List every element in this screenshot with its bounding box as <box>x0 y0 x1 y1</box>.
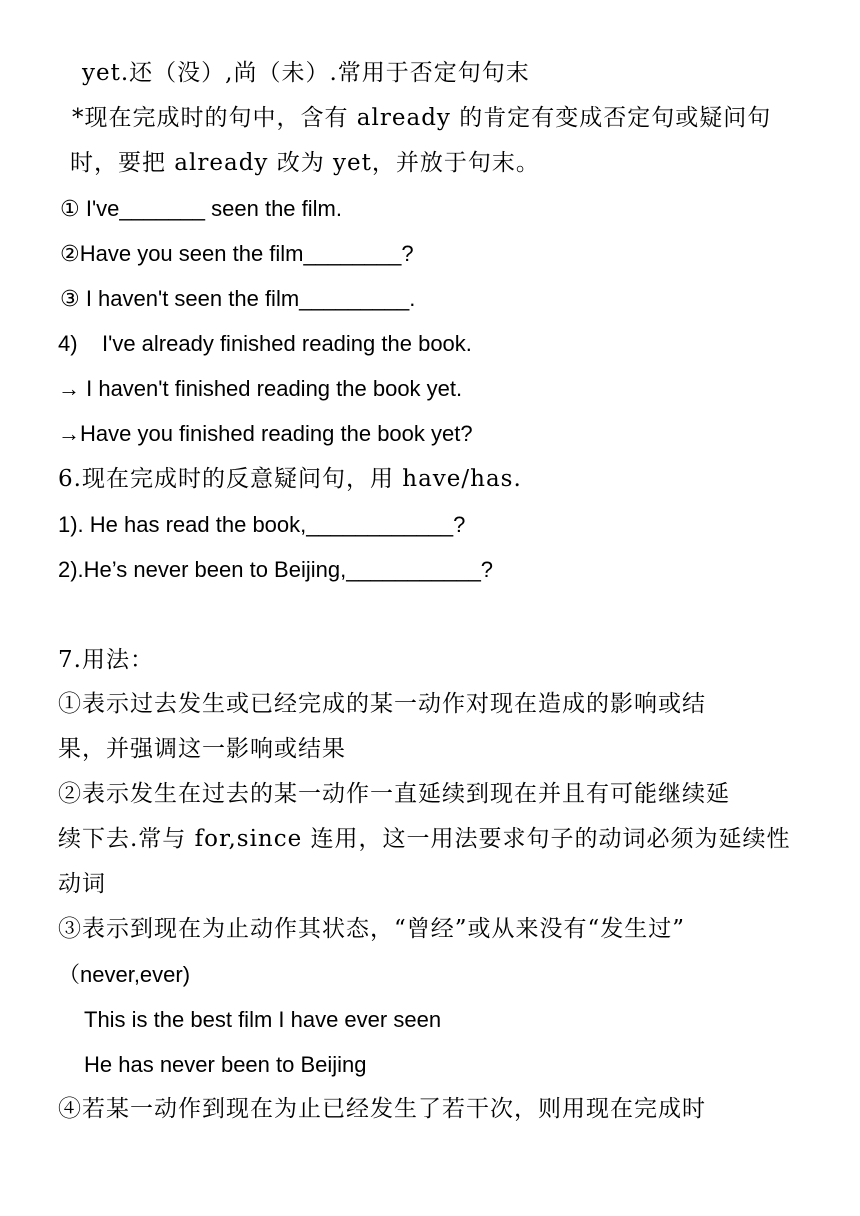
usage-3-example-1: This is the best film I have ever seen <box>84 1007 442 1032</box>
example-item-4: 4) I've already finished reading the book. <box>58 331 472 356</box>
usage-2-line-3: 动词 <box>58 871 106 897</box>
yet-definition-line: yet.还（没）,尚（未）.常用于否定句句末 <box>82 60 530 86</box>
usage-1-line-1: ①表示过去发生或已经完成的某一动作对现在造成的影响或结 <box>58 691 706 717</box>
exercise-item-1: ① I've_______ seen the film. <box>60 196 342 221</box>
tag-question-item-1: 1). He has read the book,____________? <box>58 512 466 537</box>
section-7-heading: 7.用法： <box>58 647 154 673</box>
exercise-item-3: ③ I haven't seen the film_________. <box>60 286 416 311</box>
already-to-yet-rule-line-2: 时，要把 already 改为 yet，并放于句末。 <box>70 150 540 176</box>
tag-question-item-2: 2).He’s never been to Beijing,___________? <box>58 557 494 582</box>
section-6-heading: 6.现在完成时的反意疑问句，用 have/has. <box>58 466 522 492</box>
usage-4-line-1: ④若某一动作到现在为止已经发生了若干次，则用现在完成时 <box>58 1096 706 1122</box>
example-negative: → I haven't finished reading the book yet. <box>58 376 463 401</box>
exercise-item-2: ②Have you seen the film________? <box>60 241 414 266</box>
usage-3-line-2: （never,ever) <box>58 962 191 987</box>
usage-3-line-1: ③表示到现在为止动作其状态，“曾经”或从来没有“发生过” <box>58 916 686 942</box>
usage-2-line-1: ②表示发生在过去的某一动作一直延续到现在并且有可能继续延 <box>58 781 730 807</box>
example-question: →Have you finished reading the book yet? <box>58 421 473 446</box>
usage-2-line-2: 续下去.常与 for,since 连用，这一用法要求句子的动词必须为延续性 <box>58 826 791 852</box>
already-to-yet-rule-line-1: *现在完成时的句中，含有 already 的肯定有变成否定句或疑问句 <box>72 105 772 131</box>
usage-1-line-2: 果，并强调这一影响或结果 <box>58 736 346 762</box>
usage-3-example-2: He has never been to Beijing <box>84 1052 367 1077</box>
